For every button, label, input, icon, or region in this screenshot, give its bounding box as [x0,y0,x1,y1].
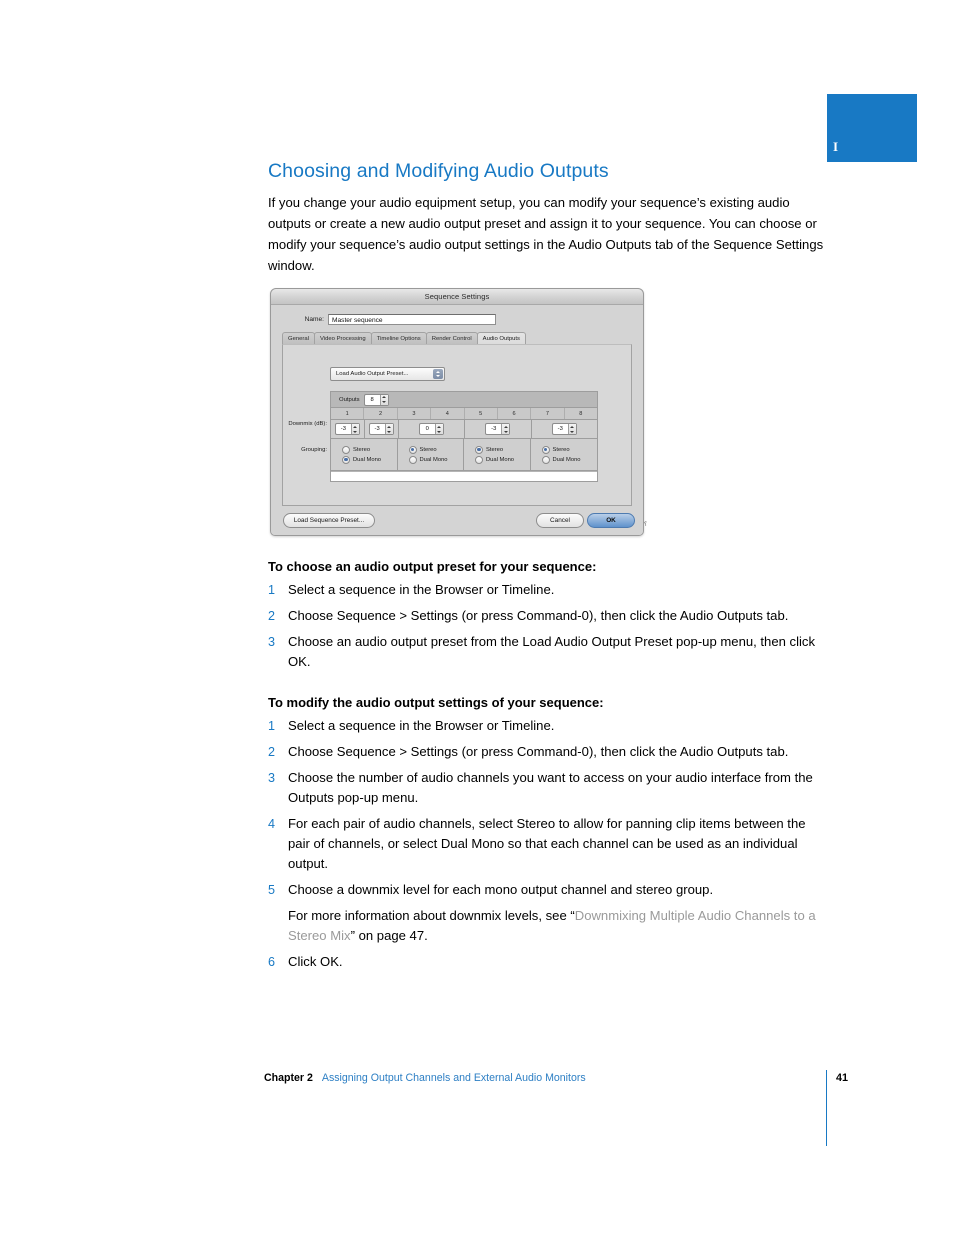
grouping-group [331,439,398,470]
step-item [268,880,828,900]
step-number: 2 [268,609,276,623]
dialog-footer [271,507,643,535]
tab-render-control[interactable]: Render Control [426,332,478,344]
procedures-section [268,558,828,978]
step-item [268,742,828,762]
stepper-arrows-icon[interactable] [501,424,509,434]
note-suffix: ” on page 47. [350,928,428,943]
note-prefix: For more information about downmix levels, see “ [288,908,575,923]
window-titlebar [271,289,643,305]
channel-header-cell: 8 [579,410,583,417]
radio-label: Dual Mono [552,456,581,463]
grouping-group [531,439,598,470]
sequence-settings-window [270,288,644,536]
step-number: 5 [268,883,276,897]
radio-label: Dual Mono [353,456,382,463]
step-text: Choose a downmix level for each mono output channel and stereo group. [288,882,714,897]
downmix-stepper-value: -3 [557,426,563,432]
audio-outputs-panel [282,344,632,506]
cross-reference-note [288,906,828,946]
audio-outputs-matrix [330,391,598,482]
radio-button-icon [475,456,483,464]
step-item [268,814,828,874]
step-item [268,768,828,808]
tab-timeline-options[interactable]: Timeline Options [371,332,427,344]
downmix-stepper[interactable] [419,423,444,435]
load-sequence-preset-button[interactable]: Load Sequence Preset... [283,513,375,528]
procedure-heading-choose-preset: To choose an audio output preset for your sequence: [268,559,597,574]
tab-general[interactable]: General [282,332,315,344]
stepper-arrows-icon[interactable] [435,424,443,434]
matrix-horizontal-scrollbar[interactable] [331,471,597,481]
downmix-row [331,420,597,439]
downmix-cell [532,420,598,438]
step-number: 6 [268,955,276,969]
radio-label: Stereo [486,446,504,453]
radio-label: Stereo [552,446,570,453]
downmix-stepper[interactable] [369,423,394,435]
page-footer [264,1072,864,1084]
channel-header-cell: 6 [498,408,531,419]
window-title: Sequence Settings [424,292,490,301]
outputs-stepper-value: 8 [370,396,374,403]
downmix-cell [465,420,532,438]
radio-label: Stereo [419,446,437,453]
cancel-button[interactable]: Cancel [536,513,584,528]
step-number: 3 [268,635,276,649]
step-text: Select a sequence in the Browser or Timeline. [288,582,555,597]
downmix-stepper[interactable] [552,423,577,435]
channel-header-cell: 3 [398,408,431,419]
popup-arrows-icon [433,369,443,379]
outputs-row [331,392,597,408]
channel-header-cell: 7 [531,408,564,419]
sequence-name-input[interactable]: Master sequence [328,314,496,325]
step-text: Choose Sequence > Settings (or press Command-0), then click the Audio Outputs tab. [288,608,789,623]
chapter-thumb-tab [827,94,917,162]
step-item [268,606,828,626]
downmix-stepper[interactable] [335,423,360,435]
procedure-heading-modify-settings: To modify the audio output settings of your sequence: [268,695,604,710]
radio-stereo[interactable] [475,446,530,454]
step-text: Click OK. [288,954,343,969]
figure-sequence-settings-dialog [270,288,648,540]
downmix-label: Downmix (dB): [288,421,327,427]
step-number: 1 [268,583,276,597]
chapter-tab-letter: I [833,139,839,154]
step-number: 3 [268,771,276,785]
channel-header-cell: 1 [331,408,364,419]
radio-button-icon [542,446,550,454]
step-item [268,580,828,600]
name-label: Name: [304,316,324,323]
outputs-stepper[interactable] [364,394,389,406]
cross-reference-link[interactable]: Downmixing Multiple Audio Channels to a Stereo Mix [288,908,816,943]
channel-number-header [331,408,597,420]
radio-button-icon [475,446,483,454]
radio-label: Dual Mono [486,456,515,463]
radio-button-icon [342,456,350,464]
tab-audio-outputs[interactable]: Audio Outputs [477,332,526,344]
page-title: Choosing and Modifying Audio Outputs [268,160,609,182]
figure-corner-tick-icon: ⸮ [644,522,648,528]
downmix-stepper[interactable] [485,423,510,435]
channel-header-cell: 2 [364,408,397,419]
step-item [268,952,828,972]
window-body [271,305,643,535]
radio-stereo[interactable] [342,446,397,454]
radio-stereo[interactable] [409,446,464,454]
radio-dual-mono[interactable] [409,456,464,464]
step-item [268,716,828,736]
downmix-cell [365,420,399,438]
step-number: 2 [268,745,276,759]
radio-button-icon [542,456,550,464]
step-text: Choose an audio output preset from the Load Audio Output Preset pop-up menu, then click OK. [288,634,815,669]
step-text: Select a sequence in the Browser or Timeline. [288,718,555,733]
tab-video-processing[interactable]: Video Processing [314,332,372,344]
name-row [271,305,643,325]
footer-chapter-label: Chapter 2 [264,1072,313,1084]
outputs-label: Outputs [339,396,360,403]
section-intro-paragraph: If you change your audio equipment setup, you can modify your sequence’s existing audio outputs or create a new audio output preset and assign it to your sequence. You can choose or modify your sequence’s audio output settings in the Audio Outputs tab of the Sequence Settings window. [268,195,824,273]
load-audio-output-preset-label: Load Audio Output Preset... [336,371,409,377]
radio-label: Stereo [353,446,371,453]
downmix-stepper-value: 0 [425,426,429,432]
grouping-label: Grouping: [301,447,327,453]
downmix-cell [399,420,466,438]
footer-divider [826,1070,827,1146]
radio-button-icon [409,456,417,464]
step-number: 1 [268,719,276,733]
channel-header-cell: 5 [465,408,498,419]
radio-label: Dual Mono [419,456,448,463]
radio-button-icon [409,446,417,454]
section-content [268,160,828,276]
downmix-stepper-value: -3 [340,426,346,432]
step-number: 4 [268,817,276,831]
radio-stereo[interactable] [542,446,598,454]
step-item [268,632,828,672]
downmix-cell [331,420,365,438]
grouping-group [398,439,465,470]
radio-dual-mono[interactable] [342,456,397,464]
downmix-stepper-value: -3 [374,426,380,432]
radio-button-icon [342,446,350,454]
downmix-stepper-value: -3 [491,426,497,432]
page-number: 41 [836,1072,849,1084]
stepper-arrows-icon[interactable] [568,424,576,434]
step-text: Choose the number of audio channels you want to access on your audio interface from the Outputs pop-up menu. [288,770,813,805]
stepper-arrows-icon[interactable] [380,395,388,405]
stepper-arrows-icon[interactable] [385,424,393,434]
stepper-arrows-icon[interactable] [351,424,359,434]
step-text: For each pair of audio channels, select Stereo to allow for panning clip items between the pair of channels, or select Dual Mono so that each channel can be used as an individual output. [288,816,806,871]
radio-dual-mono[interactable] [542,456,598,464]
ok-button[interactable]: OK [587,513,635,528]
step-text: Choose Sequence > Settings (or press Command-0), then click the Audio Outputs tab. [288,744,789,759]
load-audio-output-preset-popup[interactable] [330,367,445,381]
grouping-row [331,439,597,471]
footer-chapter-title: Assigning Output Channels and External Audio Monitors [321,1072,586,1084]
radio-dual-mono[interactable] [475,456,530,464]
grouping-group [464,439,531,470]
channel-header-cell: 4 [431,408,464,419]
settings-tabstrip [282,332,643,344]
